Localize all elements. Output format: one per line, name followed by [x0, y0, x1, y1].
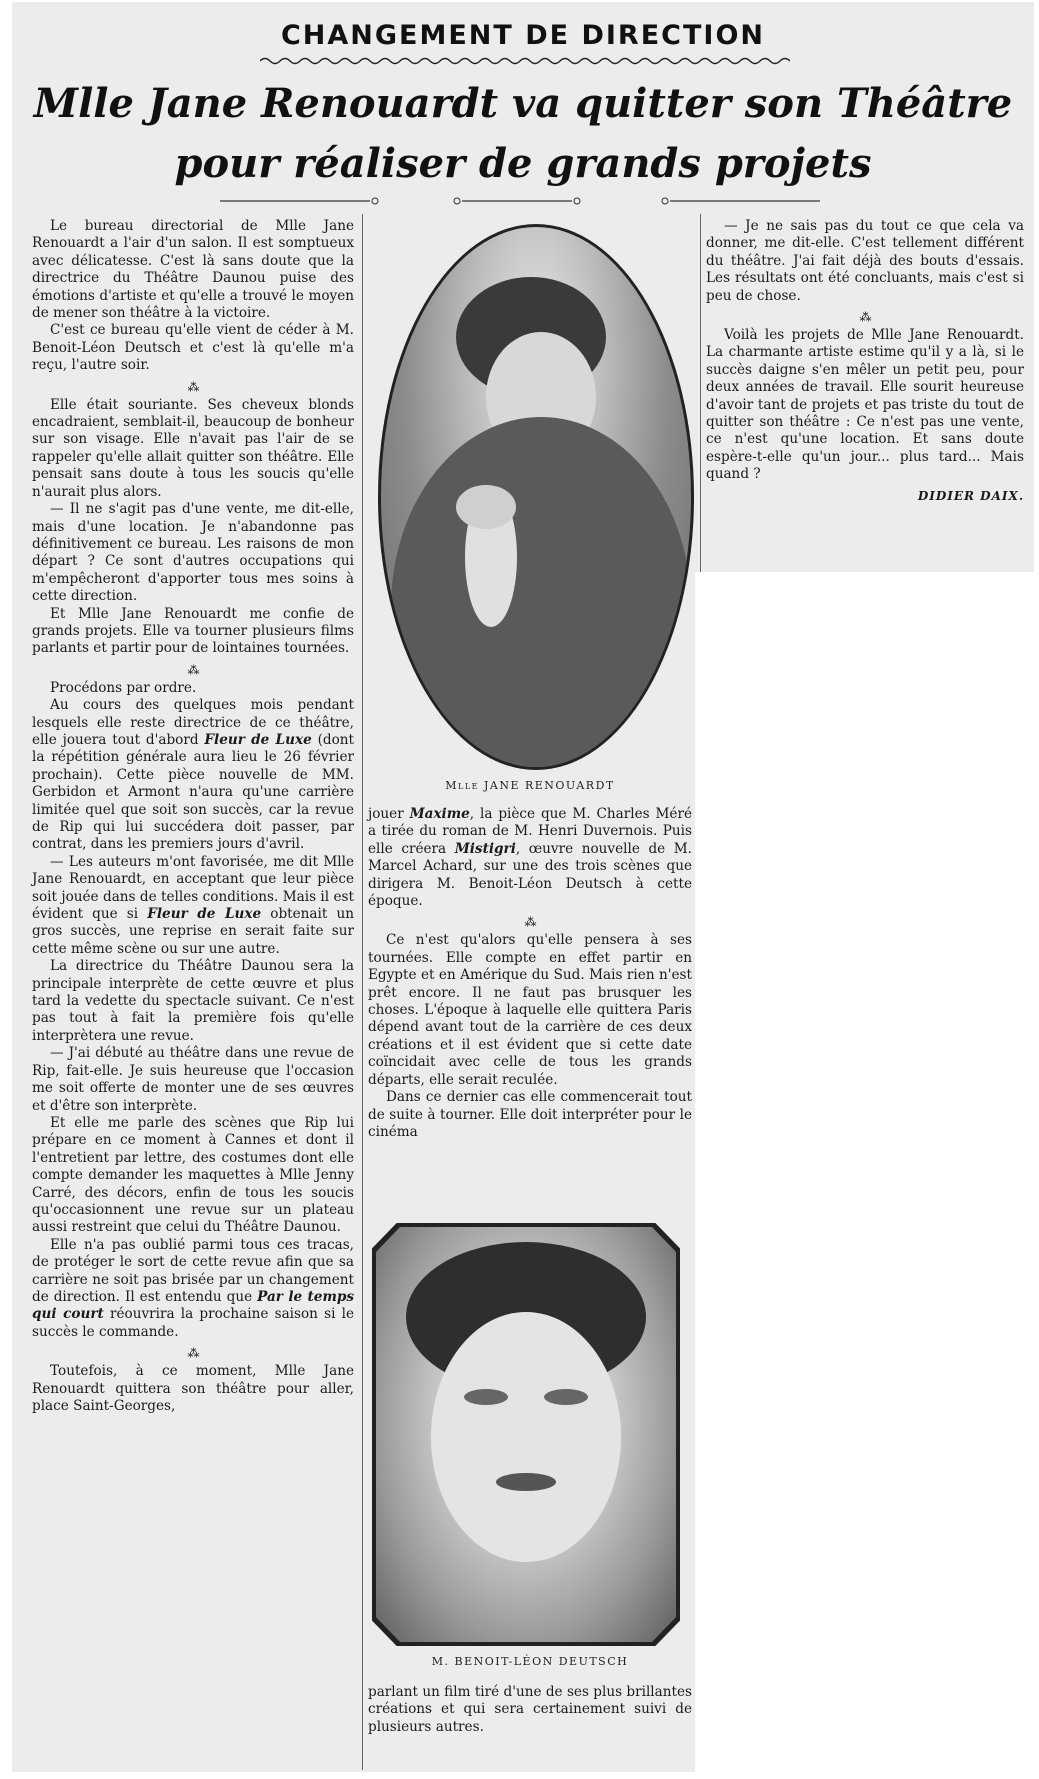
paragraph: Procédons par ordre.	[50, 679, 197, 696]
ornament-rule-left	[220, 196, 380, 206]
photo-caption-2: M. BENOIT-LÉON DEUTSCH	[431, 1655, 629, 1668]
column-rule-2	[700, 214, 701, 572]
text: Elle n'a pas oublié parmi tous ces tracas, de protéger le sort de cette revue afin que sa carrière ne soit pas brisée par un changement de direction. Il est entendu que	[32, 1236, 354, 1305]
article-column-2	[368, 806, 692, 1141]
paragraph: Le bureau directorial de Mlle Jane Renouardt a l'air d'un salon. Il est somptueux avec délicatesse. C'est là sans doute que la directrice du Théâtre Daunou puise des émotions d'artiste et qu'elle a trouvé le moyen de mener son théâtre à la victoire.	[32, 218, 354, 322]
paragraph: — Je ne sais pas du tout ce que cela va donner, me dit-elle. C'est tellement différent du théâtre. J'ai fait déjà des bouts d'essais. Les résultats ont été concluants, mais c'est si peu de chose.	[706, 218, 1024, 304]
portrait-figure	[381, 227, 691, 767]
section-stars: ⁂	[187, 662, 199, 677]
paragraph: La directrice du Théâtre Daunou sera la principale interprète de cette œuvre et plus tard la vedette du spectacle suivant. Ce n'est pas tout à fait la première fois qu'elle interprètera une revue.	[32, 958, 354, 1044]
paragraph: Dans ce dernier cas elle commencerait tout de suite à tourner. Elle doit interpréter pour le cinéma	[368, 1089, 692, 1140]
paragraph	[32, 1237, 354, 1341]
section-stars: ⁂	[187, 379, 199, 394]
paragraph	[32, 697, 354, 854]
article-column-1	[32, 218, 354, 1415]
ornament-rule-right	[660, 196, 820, 206]
play-title: Fleur de Luxe	[147, 906, 262, 923]
text: jouer	[368, 806, 404, 822]
section-stars: ⁂	[859, 310, 871, 325]
revue-title: Par le temps qui court	[32, 1288, 354, 1323]
paragraph: — Il ne s'agit pas d'une vente, me dit-elle, mais d'une location. Je n'abandonne pas définitivement ce bureau. Les raisons de mon départ ? Ce sont d'autres occupations qui m'empêcheront d'apporter tous mes soins à cette direction.	[32, 501, 354, 605]
portrait-photo-benoit-leon-deutsch	[376, 1227, 676, 1642]
kicker: CHANGEMENT DE DIRECTION	[280, 20, 765, 51]
paragraph: — J'ai débuté au théâtre dans une revue de Rip, fait-elle. Je suis heureuse que l'occasion me soit offerte de monter une de ses œuvres et d'être son interprète.	[32, 1045, 354, 1114]
text: , œuvre nouvelle de M. Marcel Achard, sur une des trois scènes que dirigera M. Benoit-Léon Deutsch à cette époque.	[368, 840, 692, 910]
paragraph: Et Mlle Jane Renouardt me confie de grands projets. Elle va tourner plusieurs films parlants et partir pour de lointaines tournées.	[32, 605, 354, 657]
play-title: Mistigri	[454, 840, 516, 857]
text: Au cours des quelques mois pendant lesquels elle reste directrice de ce théâtre, elle jouera tout d'abord	[32, 697, 354, 748]
paragraph: Ce n'est qu'alors qu'elle pensera à ses tournées. Elle compte en effet partir en Egypte et en Amérique du Sud. Mais rien n'est prêt encore. Il ne faut pas brusquer les choses. L'époque à laquelle elle quittera Paris dépend avant tout de la carrière de ces deux créations et il est évident que si cette date coïncidait avec celle de tous les grands départs, elle serait reculée.	[368, 932, 692, 1088]
column-rule-1	[362, 214, 363, 1770]
blank-margin	[695, 572, 1039, 1779]
play-title: Fleur de Luxe	[204, 731, 312, 748]
article-column-3	[706, 218, 1024, 505]
paragraph: parlant un film tiré d'une de ses plus brillantes créations et qui sera certainement suivi de plusieurs autres.	[368, 1684, 692, 1735]
section-stars: ⁂	[524, 915, 536, 930]
portrait-figure	[376, 1227, 676, 1642]
author-signature: DIDIER DAIX.	[917, 488, 1024, 503]
paragraph	[368, 806, 692, 910]
paragraph: Elle était souriante. Ses cheveux blonds encadraient, semblait-il, beaucoup de bonheur sur son visage. Elle n'avait pas l'air de se rappeler qu'elle allait quitter son théâtre. Elle pensait sans doute à tous les soucis qu'elle n'aurait plus alors.	[32, 396, 354, 500]
paragraph: C'est ce bureau qu'elle vient de céder à M. Benoit-Léon Deutsch et c'est là qu'elle m'a reçu, l'autre soir.	[32, 322, 354, 374]
paragraph: Et elle me parle des scènes que Rip lui prépare en ce moment à Cannes et dont il l'entretient par lettre, des costumes dont elle compte demander les maquettes à Mlle Jenny Carré, des décors, enfin de tous les soucis qu'occasionnent une revue sur un plateau aussi restreint que celui du Théâtre Daunou.	[32, 1114, 354, 1236]
headline-line-2: pour réaliser de grands projets	[174, 140, 872, 187]
paragraph: Toutefois, à ce moment, Mlle Jane Renouardt quittera son théâtre pour aller, place Saint-Georges,	[32, 1363, 354, 1414]
text: réouvrira la prochaine saison si le succès le commande.	[32, 1306, 354, 1340]
text: (dont la répétition générale aura lieu le 26 février prochain). Cette pièce nouvelle de MM. Gerbidon et Armont n'aura qu'une carrière limitée quel que soit son succès, car la revue de Rip qui lui succédera doit passer, par contrat, dans les premiers jours d'avril.	[32, 731, 354, 853]
paragraph: Voilà les projets de Mlle Jane Renouardt. La charmante artiste estime qu'il y a là, si le succès daigne s'en mêler un petit peu, pour deux années de travail. Elle sourit heureuse d'avoir tant de projets et pas triste du tout de quitter son théâtre : Ce n'est pas une vente, ce n'est qu'une location. Et sans doute espère-t-elle qu'un jour... plus tard... Mais quand ?	[706, 327, 1024, 483]
ornament-rule-center	[452, 196, 582, 206]
article-column-2-end	[368, 1684, 692, 1736]
text: obtenait un gros succès, une reprise en serait faite sur cette même scène ou sur une autre.	[32, 906, 354, 957]
text: — Les auteurs m'ont favorisée, me dit Mlle Jane Renouardt, en acceptant que leur pièce soit jouée dans de telles conditions. Mais il est évident que si	[32, 853, 354, 923]
wavy-rule	[260, 56, 790, 66]
portrait-photo-jane-renouardt	[378, 224, 694, 770]
headline-line-1: Mlle Jane Renouardt va quitter son Théâtre	[33, 80, 1013, 127]
paragraph	[32, 854, 354, 958]
text: , la pièce que M. Charles Méré a tirée du roman de M. Henri Duvernois. Puis elle créera	[368, 806, 692, 857]
section-stars: ⁂	[187, 1346, 199, 1361]
play-title: Maxime	[409, 806, 470, 822]
photo-caption-1: Mlle JANE RENOUARDT	[445, 779, 615, 792]
